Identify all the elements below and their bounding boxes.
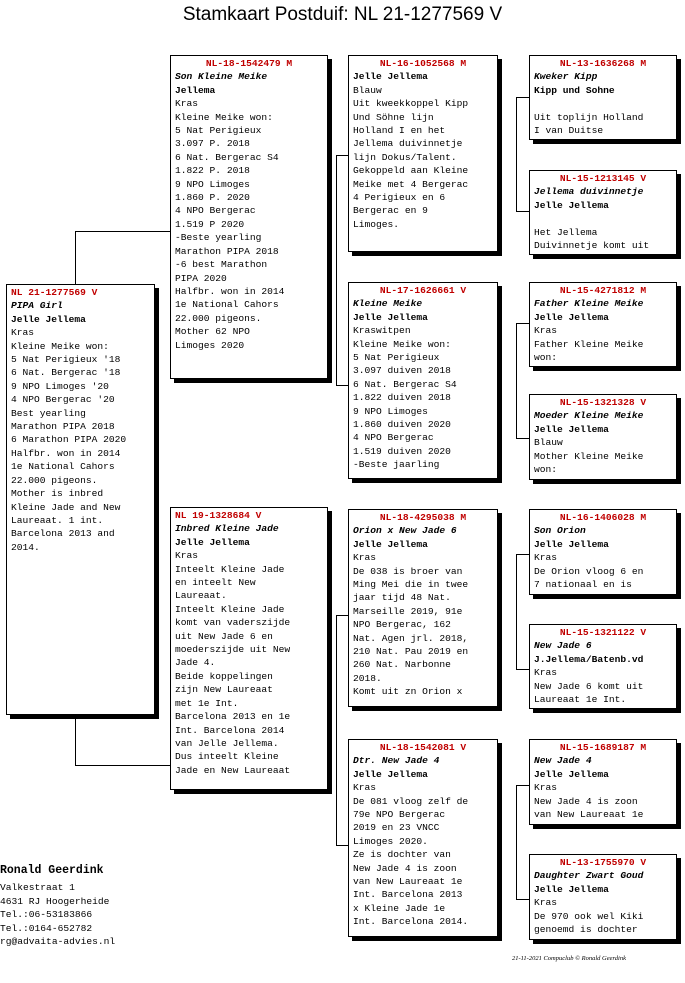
page-title: Stamkaart Postduif: NL 21-1277569 V <box>182 4 503 25</box>
pigeon-notes <box>11 326 150 554</box>
note-line: Blauw <box>534 437 563 449</box>
note-line: 4631 RJ Hoogerheide <box>0 895 110 907</box>
note-line: Inteelt Kleine Jade <box>175 563 285 575</box>
note-line: Inteelt Kleine Jade <box>175 603 285 615</box>
footer-credit: 21-11-2021 Compuclub © Ronald Geerdink <box>512 955 626 962</box>
note-line: Jellema duivinnetje <box>353 138 463 150</box>
note-line: won: <box>534 352 558 364</box>
breeder-name: Jelle Jellema <box>534 311 609 323</box>
note-line: 5 Nat Perigieux <box>175 125 262 137</box>
pigeon-card-mmm[interactable] <box>529 854 677 940</box>
note-line: 5 Nat Perigieux '18 <box>11 354 121 366</box>
pigeon-card-father-mother[interactable] <box>348 282 498 479</box>
note-line: 4 Perigieux en 6 <box>353 192 446 204</box>
note-line: De 081 vloog zelf de <box>353 795 469 807</box>
note-line: 1.519 duiven 2020 <box>353 445 451 457</box>
pigeon-card-fff[interactable] <box>529 55 677 140</box>
breeder-name: J.Jellema/Batenb.vd <box>534 653 644 665</box>
note-line: 1e National Cahors <box>11 461 115 473</box>
note-line: De 038 is broer van <box>353 565 463 577</box>
note-line: 6 Marathon PIPA 2020 <box>11 434 127 446</box>
note-line: genoemd is dochter <box>534 924 638 936</box>
note-line: Uit toplijn Holland <box>534 111 644 123</box>
note-line: Best yearling <box>11 407 86 419</box>
pigeon-card-subject[interactable] <box>6 284 155 715</box>
ring-number: NL-15-1213145 V <box>559 173 647 184</box>
connector-line <box>516 97 517 211</box>
breeder-name: Jelle Jellema <box>534 423 609 435</box>
note-line: 3.097 P. 2018 <box>175 138 250 150</box>
pigeon-card-mother-mother[interactable] <box>348 739 498 937</box>
connector-line <box>516 785 517 899</box>
note-line: Marathon PIPA 2018 <box>175 245 279 257</box>
note-line: Valkestraat 1 <box>0 882 75 894</box>
note-line: Father Kleine Meike <box>534 338 644 350</box>
note-line: 1.860 duiven 2020 <box>353 419 451 431</box>
note-line: Dus inteelt Kleine <box>175 751 279 763</box>
pigeon-name: Jelle Jellema <box>353 71 428 83</box>
note-line: Het Jellema <box>534 226 598 238</box>
note-line: en inteelt New <box>175 577 256 589</box>
ring-number: NL-13-1755970 V <box>559 857 647 868</box>
pigeon-notes <box>175 97 323 352</box>
pigeon-name: PIPA Girl <box>11 300 63 312</box>
note-line: Int. Barcelona 2014. <box>353 916 469 928</box>
note-line: Jade en New Laureaat <box>175 764 291 776</box>
pigeon-name: Kweker Kipp <box>534 71 598 83</box>
owner-info <box>0 864 115 948</box>
note-line <box>534 212 672 225</box>
connector-line <box>516 554 517 669</box>
ring-number: NL-16-1052568 M <box>379 58 467 69</box>
note-line: 2019 en 23 VNCC <box>353 822 440 834</box>
pigeon-notes <box>534 666 672 706</box>
ring-number: NL-18-1542081 V <box>379 742 467 753</box>
note-line: Holland I en het <box>353 125 446 137</box>
note-line: zijn New Laureaat <box>175 684 273 696</box>
note-line: Kras <box>175 98 199 110</box>
note-line: Int. Barcelona 2013 <box>353 889 463 901</box>
note-line: 9 NPO Limoges '20 <box>11 380 109 392</box>
pigeon-card-fmm[interactable] <box>529 394 677 480</box>
pigeon-notes <box>534 551 672 591</box>
note-line: Tel.:06-53183866 <box>0 909 93 921</box>
connector-line <box>516 438 530 439</box>
note-line: Marathon PIPA 2018 <box>11 421 115 433</box>
pigeon-notes <box>534 212 672 252</box>
note-line: Und Söhne lijn <box>353 111 434 123</box>
note-line: Jade 4. <box>175 657 216 669</box>
connector-line <box>75 231 172 232</box>
note-line: 4 NPO Bergerac <box>353 432 434 444</box>
breeder-name: Jelle Jellema <box>534 199 609 211</box>
ring-number: NL-13-1636268 M <box>559 58 647 69</box>
connector-line <box>336 155 337 385</box>
connector-line <box>75 765 172 766</box>
note-line: moederszijde uit New <box>175 644 291 656</box>
note-line: Gekoppeld aan Kleine <box>353 165 469 177</box>
note-line: Blauw <box>353 84 382 96</box>
note-line: De Orion vloog 6 en <box>534 565 644 577</box>
connector-line <box>516 899 530 900</box>
connector-line <box>516 323 530 324</box>
note-line: New Jade 4 is zoon <box>353 862 457 874</box>
pigeon-name: Orion x New Jade 6 <box>353 525 457 537</box>
note-line: Halfbr. won in 2014 <box>175 285 285 297</box>
note-line: -6 best Marathon <box>175 259 268 271</box>
pigeon-name: Son Kleine Meike <box>175 71 268 83</box>
note-line: Halfbr. won in 2014 <box>11 447 121 459</box>
ring-number: NL-18-4295038 M <box>379 512 467 523</box>
pigeon-name: Daughter Zwart Goud <box>534 870 644 882</box>
ring-number: NL-15-1321328 V <box>559 397 647 408</box>
note-line: -Beste jaarling <box>353 459 440 471</box>
note-line: Barcelona 2013 en 1e <box>175 711 291 723</box>
note-line: 22.000 pigeons. <box>175 312 262 324</box>
breeder-name: Jelle Jellema <box>175 536 250 548</box>
note-line: Uit kweekkoppel Kipp <box>353 98 469 110</box>
pigeon-notes <box>353 84 493 231</box>
ring-number: NL-15-1689187 M <box>559 742 647 753</box>
note-line: NPO Bergerac, 162 <box>353 619 451 631</box>
note-line: New Jade 6 komt uit <box>534 680 644 692</box>
note-line: Barcelona 2013 and <box>11 528 115 540</box>
connector-line <box>516 554 530 555</box>
note-line: Mother is inbred <box>11 488 104 500</box>
owner-name: Ronald Geerdink <box>0 864 104 877</box>
note-line: Kras <box>534 667 558 679</box>
note-line: Ming Mei die in twee <box>353 579 469 591</box>
ring-number: NL 21-1277569 V <box>11 287 98 298</box>
breeder-name: Jelle Jellema <box>11 313 86 325</box>
note-line: 22.000 pigeons. <box>11 474 98 486</box>
note-line: Laureaat 1e Int. <box>534 694 627 706</box>
note-line: 9 NPO Limoges <box>175 178 250 190</box>
connector-line <box>516 785 530 786</box>
note-line: 4 NPO Bergerac '20 <box>11 394 115 406</box>
ring-number: NL-17-1626661 V <box>379 285 467 296</box>
pigeon-notes <box>534 896 672 936</box>
note-line: lijn Dokus/Talent. <box>353 151 457 163</box>
note-line: Laureaat. <box>175 590 227 602</box>
note-line: Meike met 4 Bergerac <box>353 178 469 190</box>
ring-number: NL-15-4271812 M <box>559 285 647 296</box>
note-line: Int. Barcelona 2014 <box>175 724 285 736</box>
note-line: I van Duitse <box>534 125 604 137</box>
pigeon-notes <box>353 324 493 471</box>
note-line: 1e National Cahors <box>175 299 279 311</box>
note-line: Beide koppelingen <box>175 670 273 682</box>
pigeon-notes <box>175 549 323 777</box>
ring-number: NL-15-1321122 V <box>559 627 647 638</box>
pigeon-card-mother[interactable] <box>170 507 328 790</box>
note-line: 2014. <box>11 541 40 553</box>
note-line: Kleine Meike won: <box>353 338 451 350</box>
breeder-name: Kipp und Sohne <box>534 84 615 96</box>
note-line: New Jade 4 is zoon <box>534 795 638 807</box>
breeder-name: Jelle Jellema <box>534 883 609 895</box>
connector-line <box>75 715 76 765</box>
breeder-name: Jelle Jellema <box>534 768 609 780</box>
breeder-name: Jellema <box>175 84 216 96</box>
note-line: Kras <box>534 552 558 564</box>
note-line: 1.860 P. 2020 <box>175 192 250 204</box>
note-line: Kras <box>11 327 35 339</box>
connector-line <box>516 211 530 212</box>
note-line: 1.519 P 2020 <box>175 218 245 230</box>
note-line: 1.822 P. 2018 <box>175 165 250 177</box>
pigeon-card-mother-father[interactable] <box>348 509 498 707</box>
connector-line <box>336 615 337 845</box>
note-line: Komt uit zn Orion x <box>353 686 463 698</box>
pigeon-name: Son Orion <box>534 525 586 537</box>
note-line: Nat. Agen jrl. 2018, <box>353 632 469 644</box>
note-line: 79e NPO Bergerac <box>353 809 446 821</box>
note-line: 4 NPO Bergerac <box>175 205 256 217</box>
note-line: Kleine Jade and New <box>11 501 121 513</box>
ring-number: NL-16-1406028 M <box>559 512 647 523</box>
pigeon-card-mmf[interactable] <box>529 739 677 825</box>
note-line: jaar tijd 48 Nat. <box>353 592 451 604</box>
note-line: Duivinnetje komt uit <box>534 240 650 252</box>
pigeon-notes <box>353 551 493 698</box>
note-line: Limoges. <box>353 218 400 230</box>
note-line: met 1e Int. <box>175 697 239 709</box>
pigeon-name: New Jade 4 <box>534 755 592 767</box>
pigeon-name: Jellema duivinnetje <box>534 186 644 198</box>
note-line: Kras <box>534 325 558 337</box>
pigeon-card-ffm[interactable] <box>529 170 677 255</box>
note-line: Kras <box>353 552 377 564</box>
breeder-name: Jelle Jellema <box>353 538 428 550</box>
note-line: PIPA 2020 <box>175 272 227 284</box>
note-line: van New Laureaat 1e <box>534 809 644 821</box>
pigeon-notes <box>534 436 672 476</box>
note-line: won: <box>534 464 558 476</box>
pigeon-card-father[interactable] <box>170 55 328 379</box>
note-line: Laureaat. 1 int. <box>11 514 104 526</box>
note-line: 1.822 duiven 2018 <box>353 392 451 404</box>
note-line: rg@advaita-advies.nl <box>0 936 116 948</box>
note-line: van Jelle Jellema. <box>175 737 279 749</box>
note-line: 6 Nat. Bergerac S4 <box>175 151 279 163</box>
breeder-name: Jelle Jellema <box>534 538 609 550</box>
connector-line <box>75 231 76 285</box>
breeder-name: Jelle Jellema <box>353 768 428 780</box>
note-line: Mother Kleine Meike <box>534 450 644 462</box>
note-line: komt van vaderszijde <box>175 617 291 629</box>
pigeon-card-mfm[interactable] <box>529 624 677 709</box>
note-line: 6 Nat. Bergerac S4 <box>353 378 457 390</box>
pigeon-name: Moeder Kleine Meike <box>534 410 644 422</box>
pigeon-name: Inbred Kleine Jade <box>175 523 279 535</box>
pigeon-name: Dtr. New Jade 4 <box>353 755 440 767</box>
pigeon-card-mff[interactable] <box>529 509 677 595</box>
note-line: 210 Nat. Pau 2019 en <box>353 646 469 658</box>
note-line: Kleine Meike won: <box>175 111 273 123</box>
pigeon-name: Father Kleine Meike <box>534 298 644 310</box>
note-line: Kleine Meike won: <box>11 340 109 352</box>
pigeon-name: New Jade 6 <box>534 640 592 652</box>
note-line: Kras <box>353 782 377 794</box>
pigeon-name: Kleine Meike <box>353 298 423 310</box>
note-line: Limoges 2020. <box>353 835 428 847</box>
pigeon-card-father-father[interactable] <box>348 55 498 252</box>
note-line: 6 Nat. Bergerac '18 <box>11 367 121 379</box>
owner-address <box>0 881 115 948</box>
connector-line <box>516 97 530 98</box>
note-line: Kras <box>534 782 558 794</box>
pigeon-notes <box>353 781 493 928</box>
ring-number: NL-18-1542479 M <box>205 58 293 69</box>
note-line: 260 Nat. Narbonne <box>353 659 451 671</box>
note-line <box>534 97 672 110</box>
note-line: Limoges 2020 <box>175 339 245 351</box>
note-line: Mother 62 NPO <box>175 326 250 338</box>
pigeon-notes <box>534 97 672 137</box>
note-line: uit New Jade 6 en <box>175 630 273 642</box>
pigeon-notes <box>534 324 672 364</box>
ring-number: NL 19-1328684 V <box>175 510 262 521</box>
note-line: 9 NPO Limoges <box>353 405 428 417</box>
note-line: 7 nationaal en is <box>534 579 632 591</box>
note-line: Marseille 2019, 91e <box>353 605 463 617</box>
note-line: Kraswitpen <box>353 325 411 337</box>
note-line: -Beste yearling <box>175 232 262 244</box>
note-line: Ze is dochter van <box>353 849 451 861</box>
pigeon-card-fmf[interactable] <box>529 282 677 367</box>
note-line: Kras <box>175 550 199 562</box>
note-line: 3.097 duiven 2018 <box>353 365 451 377</box>
note-line: 5 Nat Perigieux <box>353 352 440 364</box>
pigeon-notes <box>534 781 672 821</box>
breeder-name: Jelle Jellema <box>353 311 428 323</box>
note-line: Tel.:0164-652782 <box>0 922 93 934</box>
note-line: x Kleine Jade 1e <box>353 902 446 914</box>
connector-line <box>516 669 530 670</box>
connector-line <box>516 323 517 438</box>
note-line: Kras <box>534 897 558 909</box>
note-line: 2018. <box>353 672 382 684</box>
note-line: van New Laureaat 1e <box>353 876 463 888</box>
note-line: Bergerac en 9 <box>353 205 428 217</box>
note-line: De 970 ook wel Kiki <box>534 910 644 922</box>
